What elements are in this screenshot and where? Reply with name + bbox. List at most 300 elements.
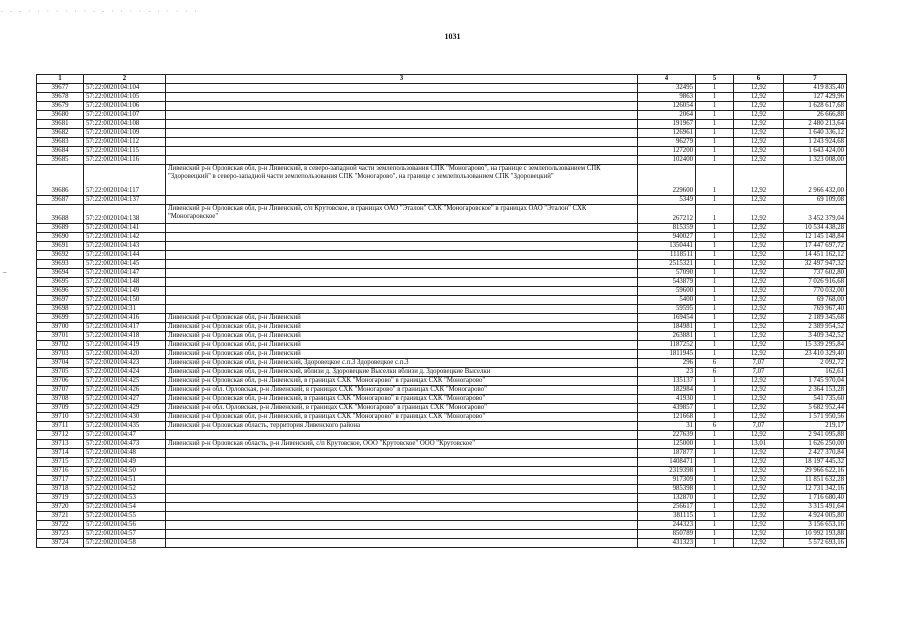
row-number: 39721 xyxy=(37,512,84,521)
category-cell: 1 xyxy=(696,449,734,458)
cadastral-value-cell: 23 410 329,40 xyxy=(784,350,847,359)
cadastral-number: 57:22:0020104:115 xyxy=(84,147,166,156)
address-cell: Ливенский р-н Орловская обл, р-н Ливенский, с/п Крутовское, в границах ОАО "Эталон" СХК "Моногаровское" в границах ОАО "Эталон" СХК "Моногаровское" xyxy=(166,205,638,224)
address-cell xyxy=(166,251,638,260)
category-cell: 1 xyxy=(696,296,734,305)
category-cell: 1 xyxy=(696,156,734,165)
rate-cell: 12,92 xyxy=(734,341,784,350)
row-number: 39710 xyxy=(37,413,84,422)
table-row xyxy=(37,165,847,196)
table-row xyxy=(37,422,847,431)
column-header: 3 xyxy=(166,75,638,84)
row-number: 39700 xyxy=(37,323,84,332)
cadastral-value-cell: 69 109,08 xyxy=(784,196,847,205)
rate-cell: 12,92 xyxy=(734,269,784,278)
cadastral-value-cell: 1 640 336,12 xyxy=(784,129,847,138)
rate-cell: 12,92 xyxy=(734,323,784,332)
category-cell: 1 xyxy=(696,539,734,548)
table-row xyxy=(37,359,847,368)
rate-cell: 12,92 xyxy=(734,494,784,503)
row-number: 39707 xyxy=(37,386,84,395)
area-cell: 5400 xyxy=(638,296,696,305)
row-number: 39714 xyxy=(37,449,84,458)
cadastral-number: 57:22:0020104:138 xyxy=(84,205,166,224)
area-cell: 381115 xyxy=(638,512,696,521)
area-cell: 9863 xyxy=(638,93,696,102)
area-cell: 2064 xyxy=(638,111,696,120)
area-cell: 917309 xyxy=(638,476,696,485)
row-number: 39692 xyxy=(37,251,84,260)
area-cell: 1408471 xyxy=(638,458,696,467)
category-cell: 1 xyxy=(696,260,734,269)
table-row xyxy=(37,205,847,224)
row-number: 39706 xyxy=(37,377,84,386)
cadastral-number: 57:22:0020104:107 xyxy=(84,111,166,120)
address-cell xyxy=(166,287,638,296)
rate-cell: 12,92 xyxy=(734,467,784,476)
address-cell: Ливенский р-н Орловская обл, р-н Ливенский, в границах СХК "Моногарово" в границах СХК "Моногарово" xyxy=(166,377,638,386)
cadastral-value-cell: 3 156 653,16 xyxy=(784,521,847,530)
row-number: 39708 xyxy=(37,395,84,404)
category-cell: 1 xyxy=(696,93,734,102)
address-cell: Ливенский р-н Орловская область, р-н Ливенский, с/п Крутовское, ООО "Крутовское" ООО "Крутовское" xyxy=(166,440,638,449)
cadastral-number: 57:22:0020104:142 xyxy=(84,233,166,242)
area-cell: 263881 xyxy=(638,332,696,341)
cadastral-value-cell: 1 745 970,04 xyxy=(784,377,847,386)
table-row xyxy=(37,485,847,494)
cadastral-number: 57:22:0020104:51 xyxy=(84,476,166,485)
cadastral-number: 57:22:0020104:47 xyxy=(84,431,166,440)
area-cell: 126961 xyxy=(638,129,696,138)
rate-cell: 12,92 xyxy=(734,233,784,242)
area-cell: 1811945 xyxy=(638,350,696,359)
cadastral-value-cell: 12 145 148,84 xyxy=(784,233,847,242)
rate-cell: 12,92 xyxy=(734,449,784,458)
cadastral-value-cell: 11 851 632,28 xyxy=(784,476,847,485)
row-number: 39709 xyxy=(37,404,84,413)
category-cell: 1 xyxy=(696,350,734,359)
cadastral-number: 57:22:0020104:147 xyxy=(84,269,166,278)
area-cell: 32495 xyxy=(638,84,696,93)
row-number: 39719 xyxy=(37,494,84,503)
cadastral-value-cell: 3 409 342,52 xyxy=(784,332,847,341)
row-number: 39695 xyxy=(37,278,84,287)
cadastral-number: 57:22:0020104:58 xyxy=(84,539,166,548)
cadastral-value-cell: 10 534 438,28 xyxy=(784,224,847,233)
table-row xyxy=(37,296,847,305)
address-cell xyxy=(166,260,638,269)
rate-cell: 12,92 xyxy=(734,102,784,111)
row-number: 39701 xyxy=(37,332,84,341)
area-cell: 267212 xyxy=(638,205,696,224)
address-cell xyxy=(166,449,638,458)
table-row xyxy=(37,377,847,386)
table-row xyxy=(37,539,847,548)
rate-cell: 12,92 xyxy=(734,287,784,296)
rate-cell: 12,92 xyxy=(734,84,784,93)
area-cell: 1187252 xyxy=(638,341,696,350)
category-cell: 1 xyxy=(696,323,734,332)
cadastral-value-cell: 1 323 008,00 xyxy=(784,156,847,165)
cadastral-number: 57:22:0020104:141 xyxy=(84,224,166,233)
row-number: 39686 xyxy=(37,165,84,196)
category-cell: 1 xyxy=(696,530,734,539)
cadastral-number: 57:22:0020104:419 xyxy=(84,341,166,350)
address-cell xyxy=(166,458,638,467)
category-cell: 1 xyxy=(696,138,734,147)
category-cell: 6 xyxy=(696,422,734,431)
cadastral-number: 57:22:0020104:52 xyxy=(84,485,166,494)
cadastral-number: 57:22:0020104:54 xyxy=(84,503,166,512)
cadastral-value-cell: 2 389 954,52 xyxy=(784,323,847,332)
table-row xyxy=(37,386,847,395)
category-cell: 1 xyxy=(696,494,734,503)
area-cell: 940027 xyxy=(638,233,696,242)
row-number: 39698 xyxy=(37,305,84,314)
column-header: 4 xyxy=(638,75,696,84)
cadastral-number: 57:22:0020104:425 xyxy=(84,377,166,386)
area-cell: 96279 xyxy=(638,138,696,147)
rate-cell: 12,92 xyxy=(734,458,784,467)
rate-cell: 12,92 xyxy=(734,395,784,404)
table-row xyxy=(37,395,847,404)
address-cell xyxy=(166,156,638,165)
cadastral-number: 57:22:0020104:49 xyxy=(84,458,166,467)
category-cell: 1 xyxy=(696,386,734,395)
table-row xyxy=(37,260,847,269)
row-number: 39681 xyxy=(37,120,84,129)
cadastral-value-cell: 3 315 491,64 xyxy=(784,503,847,512)
rate-cell: 12,92 xyxy=(734,138,784,147)
category-cell: 1 xyxy=(696,129,734,138)
table-row xyxy=(37,147,847,156)
cadastral-value-cell: 1 243 924,68 xyxy=(784,138,847,147)
area-cell: 296 xyxy=(638,359,696,368)
row-number: 39687 xyxy=(37,196,84,205)
row-number: 39713 xyxy=(37,440,84,449)
category-cell: 1 xyxy=(696,224,734,233)
category-cell: 1 xyxy=(696,431,734,440)
row-number: 39678 xyxy=(37,93,84,102)
category-cell: 1 xyxy=(696,147,734,156)
address-cell xyxy=(166,467,638,476)
page-number: 1031 xyxy=(444,32,461,41)
row-number: 39689 xyxy=(37,224,84,233)
row-number: 39685 xyxy=(37,156,84,165)
address-cell: Ливенский р-н Орловская обл, р-н Ливенский xyxy=(166,314,638,323)
cadastral-value-cell: 29 966 622,16 xyxy=(784,467,847,476)
area-cell: 41930 xyxy=(638,395,696,404)
table-row xyxy=(37,287,847,296)
scan-header-noise: - - - · · · · · · · - - · · · · - · · · · · xyxy=(0,8,199,14)
area-cell: 121668 xyxy=(638,413,696,422)
category-cell: 1 xyxy=(696,332,734,341)
area-cell: 184981 xyxy=(638,323,696,332)
area-cell: 1350441 xyxy=(638,242,696,251)
row-number: 39688 xyxy=(37,205,84,224)
category-cell: 1 xyxy=(696,485,734,494)
address-cell xyxy=(166,296,638,305)
row-number: 39720 xyxy=(37,503,84,512)
address-cell: Ливенский р-н обл. Орловская, р-н Ливенский, в границах СХК "Моногарово" в границах СХК "Моногарово" xyxy=(166,386,638,395)
cadastral-number: 57:22:0020104:423 xyxy=(84,359,166,368)
table-row xyxy=(37,467,847,476)
category-cell: 1 xyxy=(696,165,734,196)
rate-cell: 12,92 xyxy=(734,205,784,224)
address-cell: Ливенский р-н Орловская обл, р-н Ливенский, вблизи д. Здоровецкие Выселки вблизи д. Здоровецкие Выселки xyxy=(166,368,638,377)
area-cell: 229600 xyxy=(638,165,696,196)
category-cell: 1 xyxy=(696,503,734,512)
category-cell: 1 xyxy=(696,377,734,386)
table-row xyxy=(37,323,847,332)
cadastral-number: 57:22:0020104:416 xyxy=(84,314,166,323)
cadastral-number: 57:22:0020104:117 xyxy=(84,165,166,196)
row-number: 39691 xyxy=(37,242,84,251)
area-cell: 191967 xyxy=(638,120,696,129)
rate-cell: 12,92 xyxy=(734,404,784,413)
cadastral-value-cell: 2 480 213,64 xyxy=(784,120,847,129)
category-cell: 1 xyxy=(696,84,734,93)
area-cell: 850789 xyxy=(638,530,696,539)
cadastral-number: 57:22:0020104:420 xyxy=(84,350,166,359)
table-row xyxy=(37,111,847,120)
address-cell xyxy=(166,521,638,530)
table-row xyxy=(37,413,847,422)
category-cell: 1 xyxy=(696,341,734,350)
table-row xyxy=(37,368,847,377)
rate-cell: 12,92 xyxy=(734,111,784,120)
cadastral-value-cell: 737 602,80 xyxy=(784,269,847,278)
address-cell xyxy=(166,431,638,440)
rate-cell: 7,07 xyxy=(734,368,784,377)
table-row xyxy=(37,84,847,93)
category-cell: 1 xyxy=(696,102,734,111)
category-cell: 1 xyxy=(696,440,734,449)
area-cell: 439857 xyxy=(638,404,696,413)
cadastral-value-cell: 1 571 950,56 xyxy=(784,413,847,422)
table-row xyxy=(37,431,847,440)
cadastral-number: 57:22:0020104:105 xyxy=(84,93,166,102)
cadastral-number: 57:22:0020104:417 xyxy=(84,323,166,332)
rate-cell: 12,92 xyxy=(734,129,784,138)
address-cell: Ливенский р-н Орловская область, территория Ливенского района xyxy=(166,422,638,431)
rate-cell: 12,92 xyxy=(734,530,784,539)
registry-table xyxy=(36,74,847,548)
area-cell: 31 xyxy=(638,422,696,431)
row-number: 39717 xyxy=(37,476,84,485)
address-cell xyxy=(166,84,638,93)
table-row xyxy=(37,530,847,539)
table-row xyxy=(37,350,847,359)
rate-cell: 12,92 xyxy=(734,377,784,386)
row-number: 39699 xyxy=(37,314,84,323)
area-cell: 135137 xyxy=(638,377,696,386)
row-number: 39677 xyxy=(37,84,84,93)
rate-cell: 12,92 xyxy=(734,314,784,323)
row-number: 39705 xyxy=(37,368,84,377)
row-number: 39712 xyxy=(37,431,84,440)
cadastral-value-cell: 26 666,88 xyxy=(784,111,847,120)
category-cell: 1 xyxy=(696,196,734,205)
address-cell xyxy=(166,93,638,102)
rate-cell: 12,92 xyxy=(734,413,784,422)
cadastral-value-cell: 541 735,60 xyxy=(784,395,847,404)
cadastral-value-cell: 3 452 379,04 xyxy=(784,205,847,224)
category-cell: 1 xyxy=(696,521,734,530)
table-row xyxy=(37,269,847,278)
rate-cell: 12,92 xyxy=(734,251,784,260)
rate-cell: 12,92 xyxy=(734,332,784,341)
row-number: 39723 xyxy=(37,530,84,539)
area-cell: 187877 xyxy=(638,449,696,458)
category-cell: 1 xyxy=(696,476,734,485)
margin-mark: – xyxy=(3,268,7,276)
row-number: 39704 xyxy=(37,359,84,368)
address-cell: Ливенский р-н обл. Орловская, р-н Ливенский, в границах СХК "Моногарово" в границах СХК "Моногарово" xyxy=(166,404,638,413)
cadastral-value-cell: 2 189 345,68 xyxy=(784,314,847,323)
rate-cell: 12,92 xyxy=(734,196,784,205)
category-cell: 6 xyxy=(696,368,734,377)
table-row xyxy=(37,224,847,233)
category-cell: 1 xyxy=(696,120,734,129)
row-number: 39703 xyxy=(37,350,84,359)
address-cell xyxy=(166,530,638,539)
row-number: 39702 xyxy=(37,341,84,350)
category-cell: 1 xyxy=(696,395,734,404)
table-row xyxy=(37,93,847,102)
category-cell: 1 xyxy=(696,467,734,476)
table-row xyxy=(37,233,847,242)
row-number: 39694 xyxy=(37,269,84,278)
cadastral-number: 57:22:0020104:56 xyxy=(84,521,166,530)
table-row xyxy=(37,138,847,147)
table-row xyxy=(37,476,847,485)
cadastral-number: 57:22:0020104:112 xyxy=(84,138,166,147)
cadastral-value-cell: 769 967,40 xyxy=(784,305,847,314)
area-cell: 23 xyxy=(638,368,696,377)
area-cell: 169454 xyxy=(638,314,696,323)
cadastral-number: 57:22:0020104:435 xyxy=(84,422,166,431)
address-cell xyxy=(166,503,638,512)
row-number: 39690 xyxy=(37,233,84,242)
address-cell xyxy=(166,129,638,138)
address-cell xyxy=(166,138,638,147)
area-cell: 2515321 xyxy=(638,260,696,269)
cadastral-number: 57:22:0020104:137 xyxy=(84,196,166,205)
table-row xyxy=(37,494,847,503)
category-cell: 1 xyxy=(696,251,734,260)
cadastral-value-cell: 17 447 697,72 xyxy=(784,242,847,251)
cadastral-number: 57:22:0020104:150 xyxy=(84,296,166,305)
address-cell xyxy=(166,485,638,494)
area-cell: 1118511 xyxy=(638,251,696,260)
rate-cell: 12,92 xyxy=(734,165,784,196)
category-cell: 1 xyxy=(696,512,734,521)
table-row xyxy=(37,129,847,138)
cadastral-number: 57:22:0020104:109 xyxy=(84,129,166,138)
category-cell: 1 xyxy=(696,233,734,242)
rate-cell: 12,92 xyxy=(734,242,784,251)
table-row xyxy=(37,458,847,467)
row-number: 39696 xyxy=(37,287,84,296)
row-number: 39697 xyxy=(37,296,84,305)
rate-cell: 12,92 xyxy=(734,350,784,359)
table-row xyxy=(37,242,847,251)
cadastral-number: 57:22:0020104:148 xyxy=(84,278,166,287)
rate-cell: 12,92 xyxy=(734,503,784,512)
address-cell: Ливенский р-н Орловская обл, р-н Ливенский xyxy=(166,350,638,359)
area-cell: 59595 xyxy=(638,305,696,314)
rate-cell: 12,92 xyxy=(734,485,784,494)
address-cell xyxy=(166,512,638,521)
cadastral-number: 57:22:0020104:31 xyxy=(84,305,166,314)
cadastral-number: 57:22:0020104:418 xyxy=(84,332,166,341)
cadastral-number: 57:22:0020104:55 xyxy=(84,512,166,521)
row-number: 39682 xyxy=(37,129,84,138)
row-number: 39684 xyxy=(37,147,84,156)
cadastral-value-cell: 2 427 370,84 xyxy=(784,449,847,458)
row-number: 39711 xyxy=(37,422,84,431)
area-cell: 2319398 xyxy=(638,467,696,476)
rate-cell: 12,92 xyxy=(734,147,784,156)
cadastral-value-cell: 219,17 xyxy=(784,422,847,431)
rate-cell: 12,92 xyxy=(734,539,784,548)
category-cell: 6 xyxy=(696,359,734,368)
cadastral-value-cell: 32 497 947,32 xyxy=(784,260,847,269)
area-cell: 431323 xyxy=(638,539,696,548)
category-cell: 1 xyxy=(696,413,734,422)
area-cell: 125000 xyxy=(638,440,696,449)
address-cell xyxy=(166,233,638,242)
address-cell xyxy=(166,224,638,233)
address-cell xyxy=(166,305,638,314)
cadastral-value-cell: 162,61 xyxy=(784,368,847,377)
cadastral-value-cell: 1 643 424,00 xyxy=(784,147,847,156)
area-cell: 985398 xyxy=(638,485,696,494)
category-cell: 1 xyxy=(696,205,734,224)
cadastral-number: 57:22:0020104:430 xyxy=(84,413,166,422)
cadastral-number: 57:22:0020104:427 xyxy=(84,395,166,404)
area-cell: 182984 xyxy=(638,386,696,395)
category-cell: 1 xyxy=(696,287,734,296)
category-cell: 1 xyxy=(696,269,734,278)
area-cell: 256617 xyxy=(638,503,696,512)
cadastral-number: 57:22:0020104:424 xyxy=(84,368,166,377)
area-cell: 127200 xyxy=(638,147,696,156)
cadastral-number: 57:22:0020104:149 xyxy=(84,287,166,296)
table-row xyxy=(37,503,847,512)
row-number: 39722 xyxy=(37,521,84,530)
category-cell: 1 xyxy=(696,314,734,323)
row-number: 39679 xyxy=(37,102,84,111)
column-header: 7 xyxy=(784,75,847,84)
area-cell: 57090 xyxy=(638,269,696,278)
area-cell: 126054 xyxy=(638,102,696,111)
table-row xyxy=(37,156,847,165)
column-header: 2 xyxy=(84,75,166,84)
category-cell: 1 xyxy=(696,305,734,314)
cadastral-value-cell: 7 026 916,68 xyxy=(784,278,847,287)
cadastral-number: 57:22:0020104:50 xyxy=(84,467,166,476)
cadastral-value-cell: 2 941 095,88 xyxy=(784,431,847,440)
cadastral-number: 57:22:0020104:108 xyxy=(84,120,166,129)
rate-cell: 12,92 xyxy=(734,260,784,269)
column-header: 1 xyxy=(37,75,84,84)
cadastral-value-cell: 127 429,96 xyxy=(784,93,847,102)
area-cell: 5349 xyxy=(638,196,696,205)
address-cell: Ливенский р-н Орловская обл, р-н Ливенский, в границах СХК "Моногарово" в границах СХК "Моногарово" xyxy=(166,395,638,404)
cadastral-number: 57:22:0020104:473 xyxy=(84,440,166,449)
